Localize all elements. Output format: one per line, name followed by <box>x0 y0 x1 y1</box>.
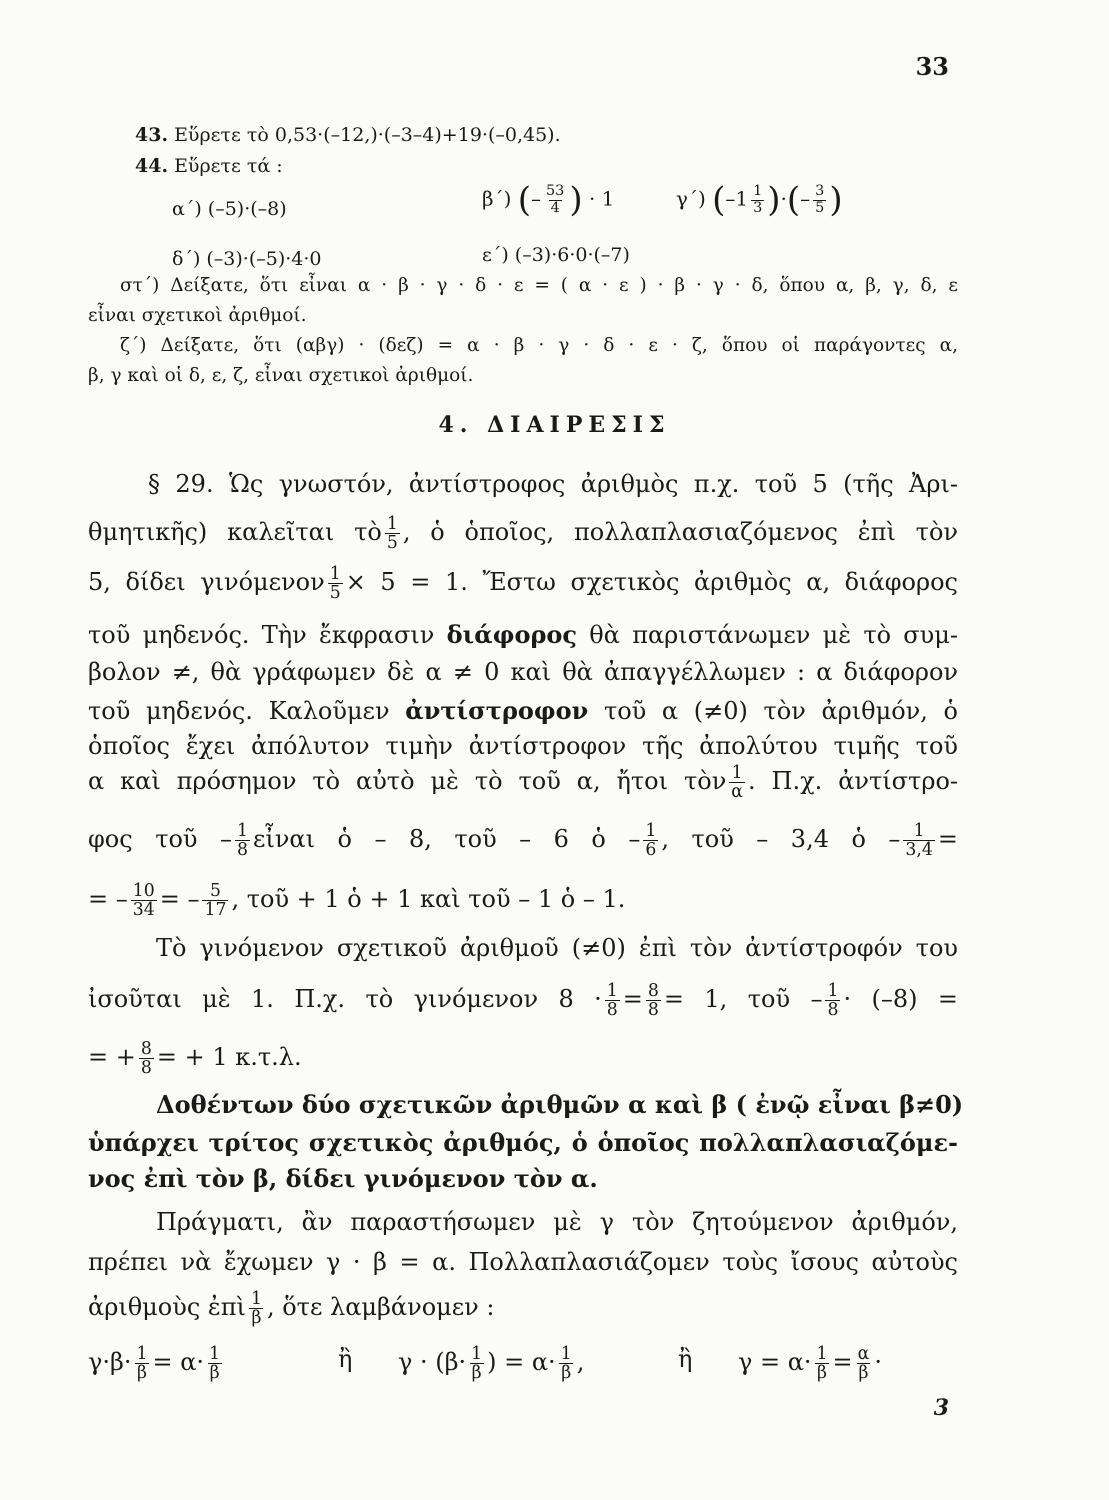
text-run: τοῦ μηδενός. Τὴν ἔκφρασιν <box>88 621 435 649</box>
text-run: φος τοῦ – <box>88 825 232 854</box>
exercise-44-c-label: γ΄) <box>676 186 706 211</box>
fraction-denominator: β <box>136 1363 147 1384</box>
para-line-1: § 29. Ὡς γνωστόν, ἀντίστροφος ἀριθμὸς π.χ. τοῦ 5 (τῆς Ἀρι- <box>148 470 958 498</box>
proof-line-1: Πράγματι, ἂν παραστήσωμεν μὲ γ τὸν ζητούμενον ἀριθμόν, <box>156 1208 958 1236</box>
fraction-denominator: β <box>251 1308 262 1329</box>
text-run: γ·β· <box>88 1348 132 1377</box>
para-line-13 <box>88 1040 302 1077</box>
fraction-denominator: 34 <box>132 900 155 921</box>
fraction-denominator: β <box>561 1363 572 1384</box>
para-line-5: βολον ≠, θὰ γράφωμεν δὲ α ≠ 0 καὶ θὰ ἀπαγγέλλωμεν : α διάφορον <box>88 658 958 686</box>
text-run: = <box>622 985 643 1014</box>
text-run: γ = α· <box>738 1348 812 1377</box>
fraction-numerator: 1 <box>329 564 341 584</box>
text-run: , <box>576 1348 585 1377</box>
fraction <box>544 184 566 215</box>
text-run: θμητικῆς) καλεῖται τὸ <box>88 518 382 547</box>
para-line-6 <box>88 696 958 725</box>
fraction <box>134 1345 149 1382</box>
text-run: , τοῦ + 1 ὁ + 1 καὶ τοῦ – 1 ὁ – 1. <box>231 885 626 914</box>
fraction <box>903 822 934 859</box>
fraction-numerator: 3 <box>815 183 825 200</box>
exercise-44-d: δ΄) (–3)·(–5)·4·0 <box>172 248 322 270</box>
fraction-numerator: 1 <box>237 821 248 841</box>
formula-3 <box>738 1345 882 1382</box>
formula-2 <box>398 1345 584 1382</box>
fraction-numerator: 5 <box>209 881 221 901</box>
exercise-44-c: γ΄) (–1 $\frac{1}{3}$ )·(– $\frac{3}{5}$ ) <box>676 180 843 220</box>
text-run: ) = α· <box>487 1348 556 1377</box>
para-line-8 <box>88 764 958 801</box>
bold-term: διάφορος <box>446 620 578 649</box>
fraction-denominator: 3,4 <box>905 840 933 861</box>
text-run: ἀριθμοὺς ἐπὶ <box>88 1293 246 1322</box>
fraction-numerator: 1 <box>560 1344 572 1364</box>
para-line-4 <box>88 620 958 649</box>
mixed-integer: –1 <box>725 186 749 211</box>
exercise-44-label: 44. <box>135 155 169 177</box>
fraction <box>856 1345 872 1382</box>
formula-1 <box>88 1345 225 1382</box>
fraction <box>646 982 661 1019</box>
exercise-44-b-post: · 1 <box>588 186 615 211</box>
fraction <box>207 1345 222 1382</box>
exercise-44-e: ε΄) (–3)·6·0·(–7) <box>482 244 630 266</box>
text-run: = 1, τοῦ – <box>663 985 823 1014</box>
fraction <box>249 1290 264 1327</box>
exercise-43-text: Εὕρετε τὸ 0,53·(–12,)·(–3–4)+19·(–0,45). <box>174 124 561 146</box>
exercise-43-label: 43. <box>135 124 169 146</box>
signature-mark: 3 <box>933 1395 949 1421</box>
fraction-denominator: β <box>817 1363 828 1384</box>
fraction-denominator: α <box>731 782 743 803</box>
fraction-numerator: 1 <box>913 821 925 841</box>
text-run: εἶναι ὁ – 8, τοῦ – 6 ὁ – <box>253 825 641 854</box>
text-run: ἰσοῦται μὲ 1. Π.χ. τὸ γινόμενον 8 · <box>88 985 602 1014</box>
fraction <box>202 882 228 919</box>
fraction-numerator: 1 <box>386 514 398 534</box>
fraction-denominator: 17 <box>204 900 227 921</box>
fraction-denominator: 8 <box>647 1000 659 1021</box>
fraction <box>751 184 764 215</box>
fraction <box>643 822 658 859</box>
page-number: 33 <box>915 52 949 81</box>
theorem-line-3: νος ἐπὶ τὸν β, δίδει γινόμενον τὸν α. <box>88 1164 598 1193</box>
text-run: · <box>874 1348 882 1377</box>
fraction-numerator: 1 <box>606 981 618 1001</box>
exercise-44-z-line1: ζ΄) Δείξατε, ὅτι (αβγ) · (δεζ) = α · β · γ · δ · ε · ζ, ὅπου οἱ παράγοντες α, <box>120 335 958 356</box>
exercise-44-text: Εὕρετε τά : <box>174 155 283 177</box>
fraction-numerator: 8 <box>140 1039 152 1059</box>
theorem-line-1: Δοθέντων δύο σχετικῶν ἀριθμῶν α καὶ β ( ἐνῷ εἶναι β≠0) <box>156 1090 964 1119</box>
fraction <box>469 1345 484 1382</box>
fraction-denominator: β <box>471 1363 482 1384</box>
fraction <box>813 184 826 215</box>
text-run: = <box>937 825 958 854</box>
text-run: . Π.χ. ἀντίστρο- <box>747 767 958 796</box>
fraction-numerator: 1 <box>645 821 657 841</box>
fraction <box>825 982 840 1019</box>
para-line-12 <box>88 982 958 1019</box>
fraction-numerator: 1 <box>827 981 839 1001</box>
exercise-44-b-label: β΄) <box>482 186 512 211</box>
fraction-numerator: 1 <box>136 1344 148 1364</box>
text-run: , τοῦ – 3,4 ὁ – <box>661 825 901 854</box>
fraction-denominator: 4 <box>550 199 560 216</box>
para-line-9 <box>88 822 958 859</box>
fraction-denominator: 8 <box>237 840 248 861</box>
fraction-denominator: 8 <box>827 1000 839 1021</box>
fraction-numerator: 1 <box>753 183 763 200</box>
or-word: ἢ <box>678 1345 693 1373</box>
fraction-denominator: 3 <box>753 199 763 216</box>
fraction <box>235 822 250 859</box>
text-run: = + <box>88 1043 136 1072</box>
fraction <box>729 764 745 801</box>
text-run: τοῦ μηδενός. Καλοῦμεν <box>88 697 390 725</box>
para-line-3 <box>88 565 958 602</box>
text-run: 5, δίδει γινόμενον <box>88 568 325 597</box>
exercise-44-z-line2: β, γ καὶ οἱ δ, ε, ζ, εἶναι σχετικοὶ ἀριθμοί. <box>88 365 474 386</box>
section-heading: 4. ΔΙΑΙΡΕΣΙΣ <box>438 412 671 438</box>
fraction-numerator: 10 <box>132 881 155 901</box>
fraction-denominator: 5 <box>329 583 341 604</box>
text-run: = – <box>159 885 200 914</box>
fraction <box>139 1040 154 1077</box>
text-run: γ · (β· <box>398 1348 467 1377</box>
text-run: , ὅτε λαμβάνομεν : <box>266 1293 495 1322</box>
fraction-numerator: 1 <box>250 1289 262 1309</box>
exercise-44-st-line2: εἶναι σχετικοὶ ἀριθμοί. <box>88 305 307 326</box>
proof-line-2: πρέπει νὰ ἔχωμεν γ · β = α. Πολλαπλασιάζομεν τοὺς ἴσους αὐτοὺς <box>88 1248 958 1276</box>
text-run: = <box>832 1348 853 1377</box>
exercise-44-st-line1: στ΄) Δείξατε, ὅτι εἶναι α · β · γ · δ · ε = ( α · ε ) · β · γ · δ, ὅπου α, β, γ, δ, ε <box>120 275 958 296</box>
fraction-numerator: 1 <box>471 1344 483 1364</box>
fraction-numerator: 8 <box>647 981 659 1001</box>
fraction-numerator: 1 <box>816 1344 828 1364</box>
fraction <box>385 515 400 552</box>
text-run: α καὶ πρόσημον τὸ αὐτὸ μὲ τὸ τοῦ α, ἤτοι τὸν <box>88 767 727 796</box>
text-run: = + 1 κ.τ.λ. <box>156 1043 302 1072</box>
fraction <box>559 1345 574 1382</box>
text-run: θὰ παριστάνωμεν μὲ τὸ συμ- <box>589 621 958 649</box>
text-run: , ὁ ὁποῖος, πολλαπλασιαζόμενος ἐπὶ τὸν <box>402 518 959 547</box>
para-line-2 <box>88 515 958 552</box>
text-run: τοῦ α (≠0) τὸν ἀριθμόν, ὁ <box>603 697 958 725</box>
proof-line-3 <box>88 1290 494 1327</box>
exercise-44-a: α΄) (–5)·(–8) <box>172 198 287 220</box>
fraction <box>815 1345 830 1382</box>
exercise-43 <box>135 124 561 146</box>
exercise-44 <box>135 155 283 177</box>
text-run: = – <box>88 885 128 914</box>
fraction <box>131 882 157 919</box>
para-line-7: ὁποῖος ἔχει ἀπόλυτον τιμὴν ἀντίστροφον τῆς ἀπολύτου τιμῆς τοῦ <box>88 732 958 760</box>
bold-term: ἀντίστροφον <box>405 696 589 725</box>
fraction <box>328 565 343 602</box>
theorem-line-2: ὑπάρχει τρίτος σχετικὸς ἀριθμός, ὁ ὁποῖος πολλαπλασιαζόμε- <box>88 1128 958 1157</box>
fraction <box>605 982 620 1019</box>
text-run: · (–8) = <box>843 985 959 1014</box>
fraction-numerator: α <box>857 1344 870 1364</box>
fraction-numerator: 1 <box>731 763 743 783</box>
fraction-numerator: 53 <box>546 183 565 200</box>
fraction-denominator: 5 <box>815 199 825 216</box>
fraction-denominator: 5 <box>386 533 398 554</box>
or-word: ἢ <box>338 1345 353 1373</box>
text-run: = α· <box>152 1348 205 1377</box>
fraction-denominator: β <box>209 1363 220 1384</box>
fraction-denominator: β <box>858 1363 869 1384</box>
para-line-11: Τὸ γινόμενον σχετικοῦ ἀριθμοῦ (≠0) ἐπὶ τὸν ἀντίστροφόν του <box>156 934 958 962</box>
para-line-10 <box>88 882 625 919</box>
fraction-denominator: 6 <box>645 840 657 861</box>
exercise-44-b: β΄) (– $\frac{53}{4}$ ) · 1 <box>482 180 615 220</box>
fraction-denominator: 8 <box>140 1058 152 1079</box>
fraction-numerator: 1 <box>209 1344 221 1364</box>
text-run: × 5 = 1. Ἔστω σχετικὸς ἀριθμὸς α, διάφορος <box>345 568 958 597</box>
fraction-denominator: 8 <box>606 1000 618 1021</box>
